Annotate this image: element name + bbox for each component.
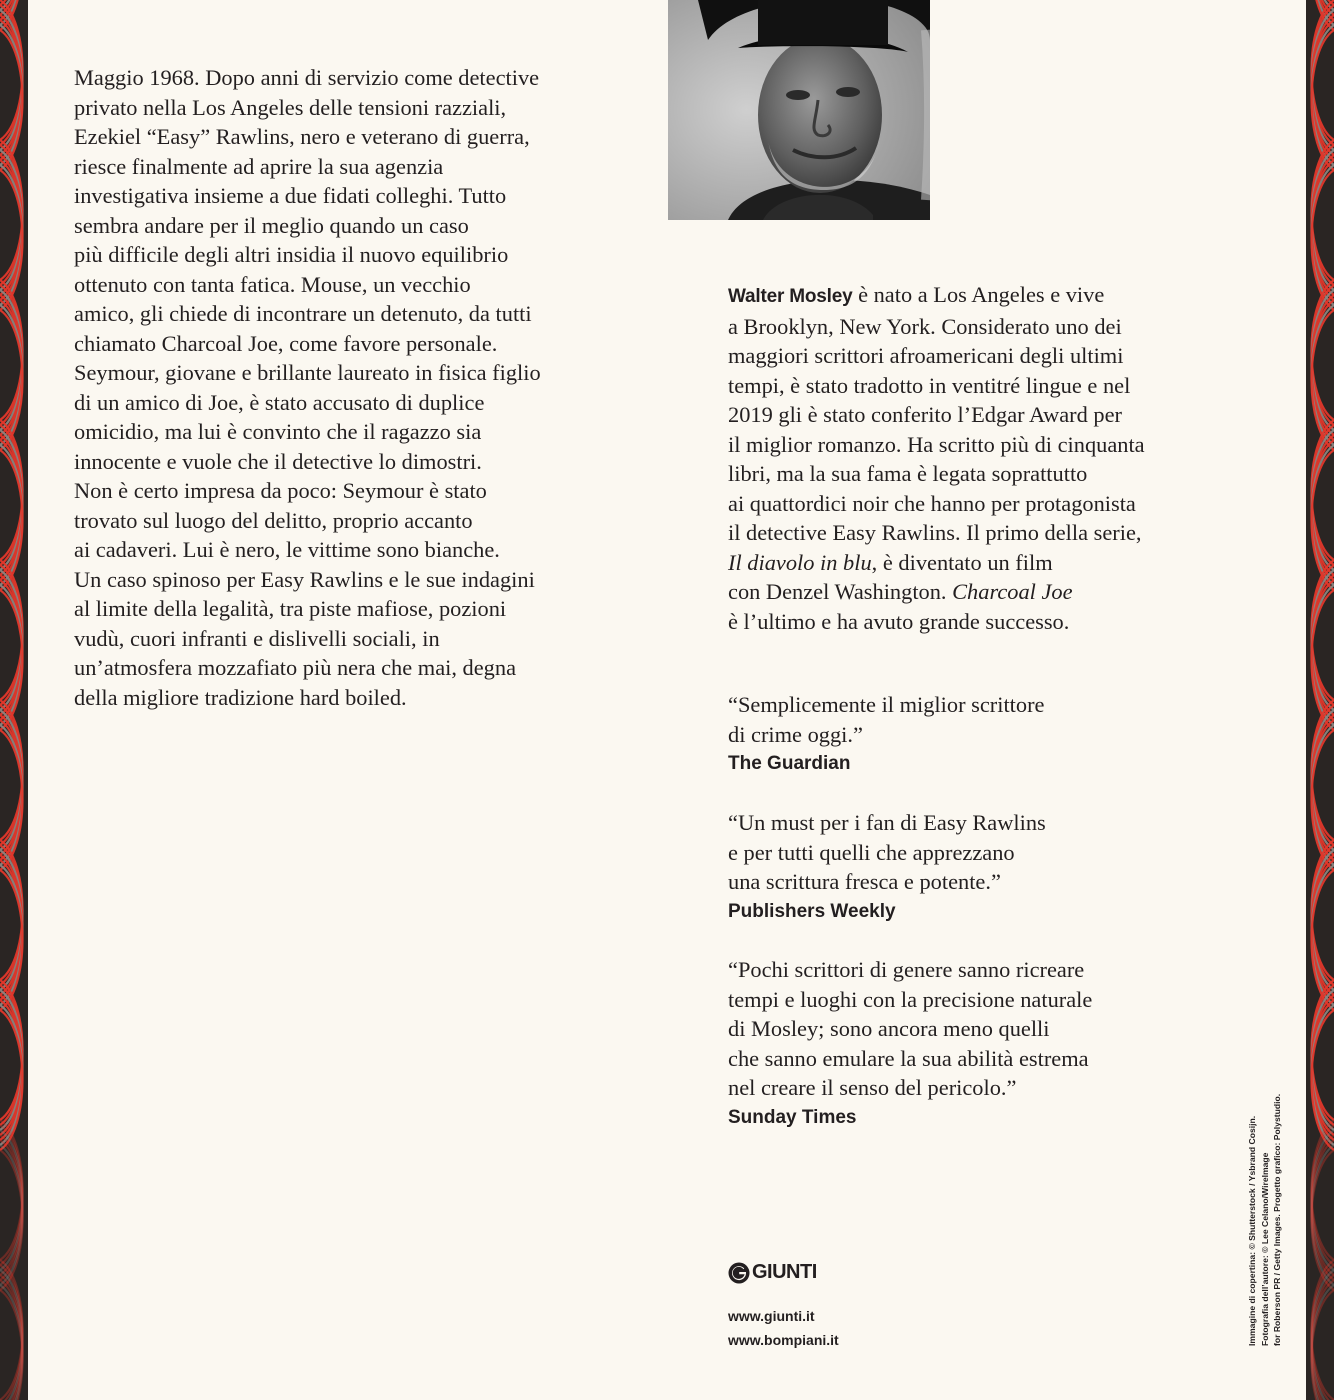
quote-source: The Guardian (728, 753, 851, 774)
quote-line: una scrittura fresca e potente.” (728, 869, 1001, 894)
bio-line: il miglior romanzo. Ha scritto più di cinquanta (728, 431, 1145, 457)
synopsis-line: innocente e vuole che il detective lo dimostri. (74, 448, 482, 474)
quote-source: Sunday Times (728, 1106, 857, 1128)
synopsis-line: Ezekiel “Easy” Rawlins, nero e veterano di guerra, (74, 124, 530, 149)
synopsis-text (74, 63, 614, 712)
synopsis-line: di un amico di Joe, è stato accusato di duplice (74, 389, 485, 415)
quote-line: “Pochi scrittori di genere sanno ricreare (728, 957, 1085, 982)
credit-line: Fotografia dell’autore: © Lee Celano/WireImage (1259, 1152, 1270, 1346)
synopsis-line: vudù, cuori infranti e dislivelli sociali, in (74, 625, 440, 651)
synopsis-line: Maggio 1968. Dopo anni di servizio come detective (74, 65, 540, 90)
bio-line: 2019 gli è stato conferito l’Edgar Award per (728, 402, 1123, 427)
bio-line: a Brooklyn, New York. Considerato uno dei (728, 313, 1122, 339)
review-quote-guardian (728, 690, 1208, 779)
left-wave-pattern (0, 0, 28, 1400)
bio-line (728, 280, 1208, 312)
credit-line: for Roberson PR / Getty Images. Progetto grafico: Polystudio. (1272, 1093, 1282, 1346)
quote-line: di Mosley; sono ancora meno quelli (728, 1016, 1050, 1041)
publisher-logo (728, 1261, 817, 1284)
author-photo (668, 0, 930, 220)
synopsis-line: privato nella Los Angeles delle tensioni razziali, (74, 94, 507, 120)
synopsis-line: un’atmosfera mozzafiato più nera che mai, degna (74, 655, 517, 680)
synopsis-line: Seymour, giovane e brillante laureato in fisica figlio (74, 360, 541, 385)
synopsis-line: ai cadaveri. Lui è nero, le vittime sono bianche. (74, 537, 500, 562)
synopsis-line: trovato sul luogo del delitto, proprio accanto (74, 507, 473, 533)
synopsis-line: chiamato Charcoal Joe, come favore personale. (74, 330, 498, 356)
bio-line-text: è nato a Los Angeles e vive (852, 282, 1105, 307)
bio-line-text: , è diventato un film (871, 549, 1053, 575)
book-title-charcoal-joe: Charcoal Joe (952, 579, 1073, 604)
synopsis-line: riesce finalmente ad aprire la sua agenzia (74, 153, 444, 179)
synopsis-line: Un caso spinoso per Easy Rawlins e le sue indagini (74, 566, 535, 592)
bio-line (728, 548, 1208, 578)
book-title-diavolo: Il diavolo in blu (728, 549, 872, 575)
quote-line: nel creare il senso del pericolo.” (728, 1075, 1017, 1100)
credit-line: Immagine di copertina: © Shutterstock / Ysbrand Cosijn. (1247, 1115, 1257, 1346)
synopsis-line: investigativa insieme a due fidati colleghi. Tutto (74, 183, 507, 208)
synopsis-line: amico, gli chiede di incontrare un detenuto, da tutti (74, 301, 532, 326)
author-portrait-illustration (668, 0, 930, 220)
synopsis-line: della migliore tradizione hard boiled. (74, 684, 407, 710)
image-credits (1246, 1026, 1284, 1346)
url-giunti[interactable]: www.giunti.it (728, 1308, 815, 1324)
quote-line: “Semplicemente il miglior scrittore (728, 692, 1045, 717)
url-bompiani[interactable]: www.bompiani.it (728, 1332, 839, 1348)
review-quote-publishers-weekly (728, 808, 1208, 926)
bio-line: maggiori scrittori afroamericani degli ultimi (728, 343, 1124, 368)
right-wave-pattern (1306, 0, 1334, 1400)
author-bio (728, 280, 1208, 636)
publisher-name: GIUNTI (752, 1261, 817, 1283)
quote-line: di crime oggi.” (728, 721, 863, 747)
synopsis-line: omicidio, ma lui è convinto che il ragazzo sia (74, 419, 482, 444)
quote-line: che sanno emulare la sua abilità estrema (728, 1045, 1089, 1071)
synopsis-line: al limite della legalità, tra piste mafiose, pozioni (74, 596, 507, 621)
bio-line: è l’ultimo e ha avuto grande successo. (728, 608, 1070, 634)
right-decorative-border (1306, 0, 1334, 1400)
left-decorative-border (0, 0, 28, 1400)
bio-line (728, 577, 1208, 607)
bio-line: ai quattordici noir che hanno per protagonista (728, 490, 1136, 516)
quote-line: “Un must per i fan di Easy Rawlins (728, 810, 1046, 835)
quote-line: e per tutti quelli che apprezzano (728, 839, 1015, 865)
synopsis-line: Non è certo impresa da poco: Seymour è stato (74, 478, 487, 503)
review-quote-sunday-times (728, 955, 1208, 1132)
synopsis-line: ottenuto con tanta fatica. Mouse, un vecchio (74, 271, 471, 297)
bio-line: tempi, è stato tradotto in ventitré lingue e nel (728, 372, 1131, 398)
bio-line: libri, ma la sua fama è legata soprattutto (728, 461, 1088, 486)
synopsis-line: più difficile degli altri insidia il nuovo equilibrio (74, 242, 509, 267)
bio-line: il detective Easy Rawlins. Il primo della serie, (728, 520, 1142, 545)
giunti-g-icon (728, 1262, 750, 1284)
publisher-urls (728, 1304, 839, 1352)
synopsis-line: sembra andare per il meglio quando un caso (74, 212, 469, 238)
quote-line: tempi e luoghi con la precisione naturale (728, 986, 1093, 1012)
quote-source: Publishers Weekly (728, 900, 896, 922)
author-name: Walter Mosley (728, 286, 853, 307)
bio-line-text: con Denzel Washington. (728, 579, 953, 604)
